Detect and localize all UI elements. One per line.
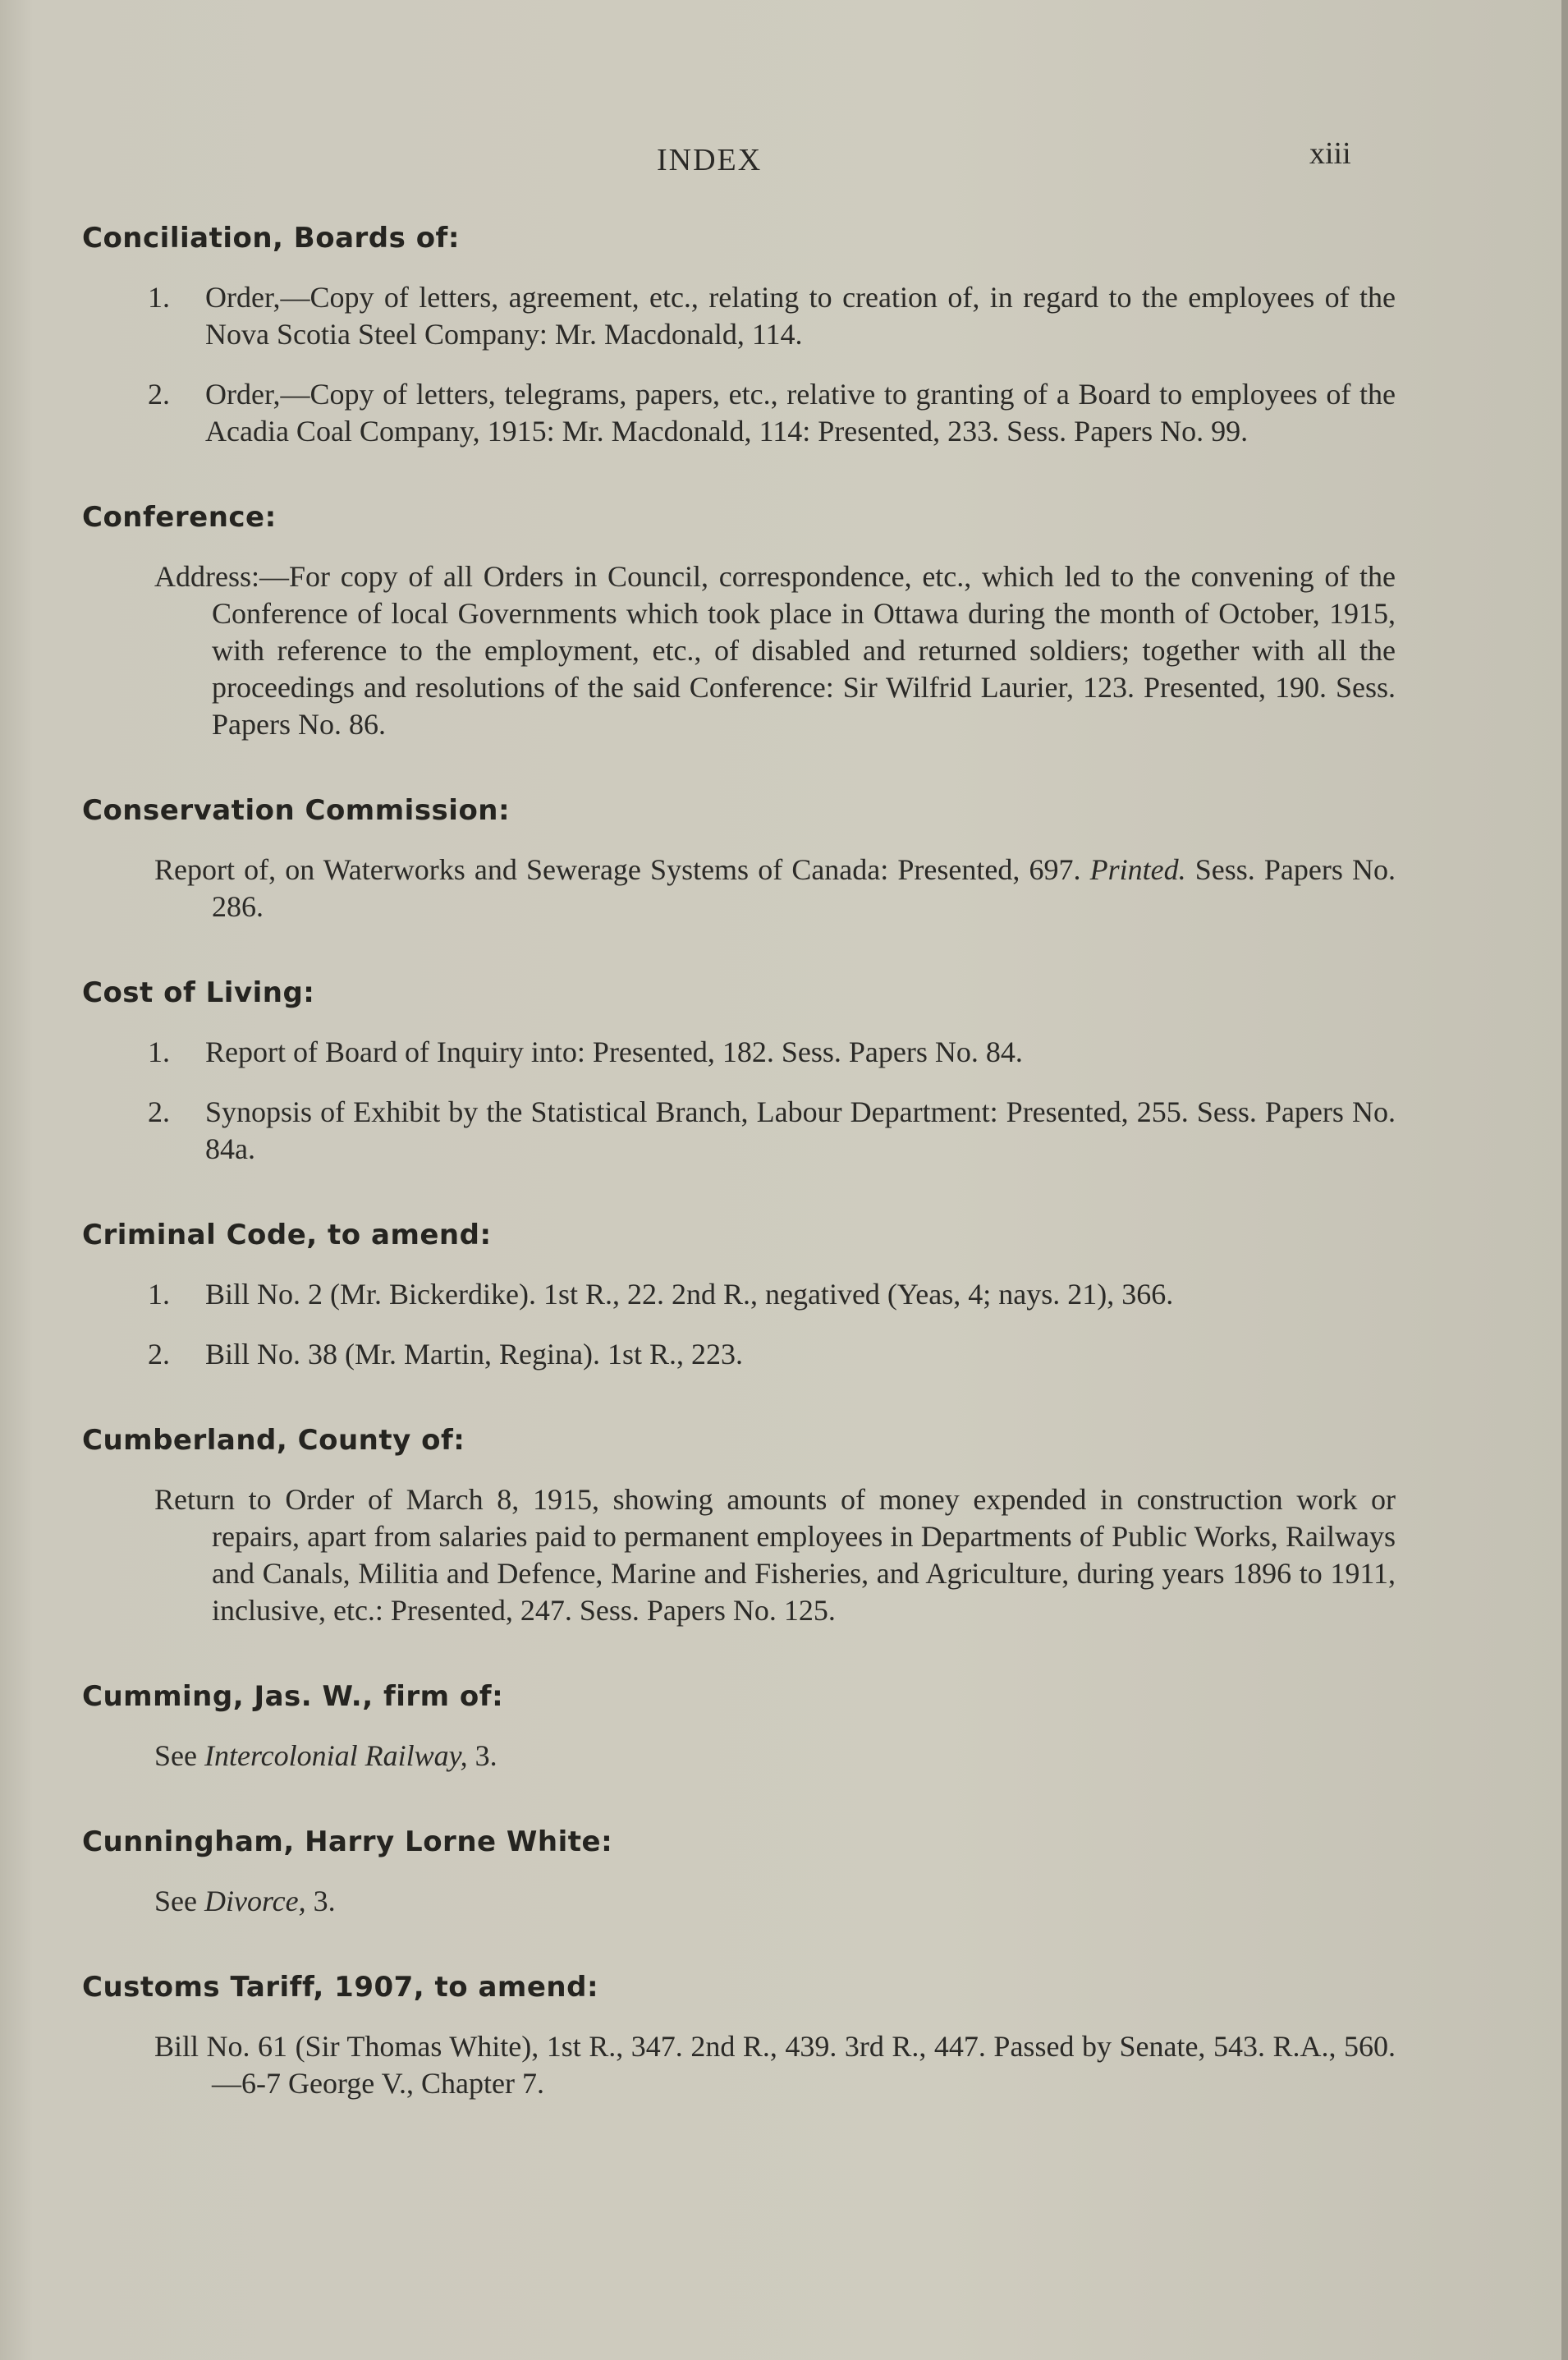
page-number: xiii [1309,136,1351,171]
entry-item [154,1481,1396,1629]
item-text: Bill No. 2 (Mr. Bickerdike). 1st R., 22. 2nd R., negatived (Yeas, 4; nays. 21), 366. [205,1278,1174,1311]
item-text: See [154,1739,197,1772]
item-number: 2. [148,378,170,411]
item-number: 2. [148,1338,170,1371]
item-text-after: 3. [313,1885,336,1917]
entry-item [148,1034,1396,1071]
item-text: Bill No. 38 (Mr. Martin, Regina). 1st R., 223. [205,1338,743,1371]
item-text: Order,—Copy of letters, agreement, etc., relating to creation of, in regard to the employees of the Nova Scotia Steel Company: Mr. Macdonald, 114. [205,281,1396,351]
index-entry-criminal-code [82,1219,1396,1373]
index-entry-cost-of-living [82,976,1396,1168]
entry-item [154,1738,1396,1775]
index-entry-conservation-commission [82,794,1396,925]
index-content [82,222,1396,2153]
page-edge [1561,0,1568,2360]
item-number: 1. [148,1035,170,1068]
entry-item [148,1336,1396,1373]
item-italic-text: Intercolonial Railway, [204,1739,468,1772]
entry-heading: Conference: [82,501,277,534]
item-text: Bill No. 61 (Sir Thomas White), 1st R., 347. 2nd R., 439. 3rd R., 447. Passed by Senate, 543. R.A., 560.—6-7 George V., Chapter 7. [154,2030,1396,2100]
entry-item [148,1276,1396,1313]
index-entry-cumming [82,1680,1396,1775]
item-text: Report of Board of Inquiry into: Presented, 182. Sess. Papers No. 84. [205,1035,1023,1068]
index-entry-conference [82,501,1396,743]
entry-heading: Conservation Commission: [82,794,511,827]
item-text: Return to Order of March 8, 1915, showing amounts of money expended in construction work or repairs, apart from salaries paid to permanent employees in Departments of Public Works, Railways and Canals, Militia and Defence, Marine and Fisheries, and Agriculture, during years 1896 to 1911, inclusive, etc.: Presented, 247. Sess. Papers No. 125. [154,1483,1396,1627]
entry-heading: Customs Tariff, 1907, to amend: [82,1971,599,2004]
item-text-after: Sess. Papers No. 286. [212,853,1396,923]
index-entry-customs-tariff [82,1971,1396,2102]
entry-item [154,852,1396,925]
entry-heading: Conciliation, Boards of: [82,222,460,255]
entry-item [148,279,1396,353]
entry-heading: Cumberland, County of: [82,1424,465,1457]
item-number: 2. [148,1095,170,1128]
entry-heading: Criminal Code, to amend: [82,1219,492,1251]
index-entry-conciliation [82,222,1396,450]
entry-heading: Cost of Living: [82,976,315,1009]
index-entry-cunningham [82,1825,1396,1920]
entry-item [148,1094,1396,1168]
item-text-after: 3. [475,1739,497,1772]
entry-item [154,558,1396,743]
entry-item [154,1883,1396,1920]
entry-item [154,2028,1396,2102]
item-italic-text: Printed. [1089,853,1186,886]
item-text: Order,—Copy of letters, telegrams, papers, etc., relative to granting of a Board to employees of the Acadia Coal Company, 1915: Mr. Macdonald, 114: Presented, 233. Sess. Papers No. 99. [205,378,1396,448]
item-text: Synopsis of Exhibit by the Statistical Branch, Labour Department: Presented, 255. Sess. Papers No. 84a. [205,1095,1396,1165]
item-text: Address:—For copy of all Orders in Council, correspondence, etc., which led to the convening of the Conference of local Governments which took place in Ottawa during the month of October, 1915, with reference to the employment, etc., of disabled and returned soldiers; together with all the proceedings and resolutions of the said Conference: Sir Wilfrid Laurier, 123. Presented, 190. Sess. Papers No. 86. [154,560,1396,741]
item-number: 1. [148,281,170,314]
item-text: See [154,1885,197,1917]
index-entry-cumberland [82,1424,1396,1629]
entry-heading: Cumming, Jas. W., firm of: [82,1680,504,1713]
page-header [0,135,1568,185]
item-italic-text: Divorce, [204,1885,306,1917]
entry-item [148,376,1396,450]
entry-heading: Cunningham, Harry Lorne White: [82,1825,613,1858]
page-title: INDEX [657,143,763,177]
item-number: 1. [148,1278,170,1311]
item-text: Report of, on Waterworks and Sewerage Systems of Canada: Presented, 697. [154,853,1081,886]
